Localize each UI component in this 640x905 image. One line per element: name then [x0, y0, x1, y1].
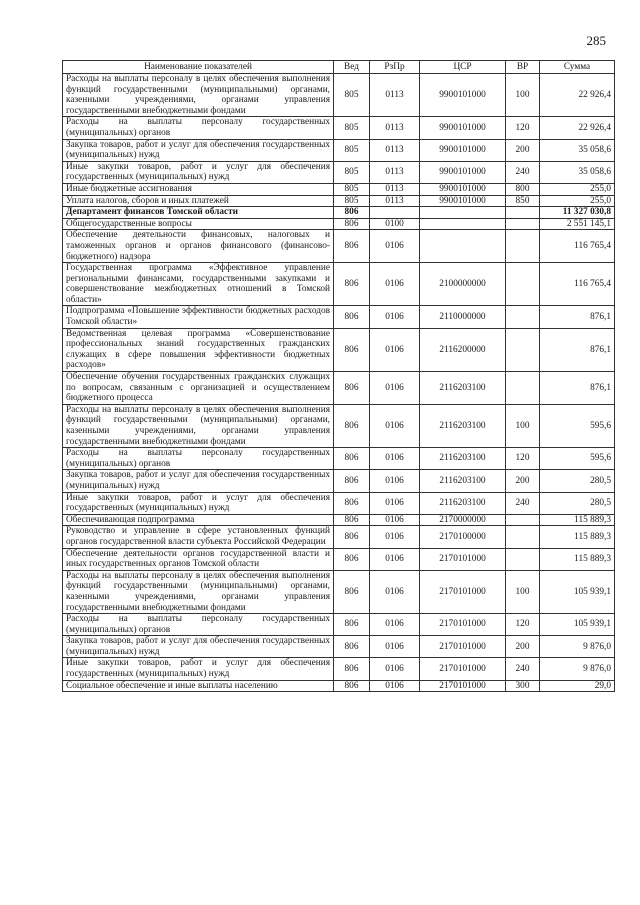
row-sum: 255,0	[540, 195, 615, 207]
row-name: Обеспечивающая подпрограмма	[63, 514, 334, 526]
row-sum: 9 876,0	[540, 636, 615, 658]
row-vr	[506, 328, 540, 371]
row-rzpr: 0106	[370, 306, 420, 328]
row-rzpr: 0106	[370, 230, 420, 263]
row-ved: 806	[334, 680, 370, 692]
row-name: Руководство и управление в сфере установленных функций органов государственной власти субъекта Российской Федерации	[63, 526, 334, 548]
row-ved: 806	[334, 514, 370, 526]
row-name: Расходы на выплаты персоналу в целях обеспечения выполнения функций государственными (муниципальными) органами, казенными учреждениями, органами управления государственными внебюджетными фондами	[63, 570, 334, 613]
row-vr: 100	[506, 570, 540, 613]
row-name: Иные закупки товаров, работ и услуг для обеспечения государственных (муниципальных) нужд	[63, 492, 334, 514]
row-name: Расходы на выплаты персоналу в целях обеспечения выполнения функций государственными (муниципальными) органами, казенными учреждениями, органами управления государственными внебюджетными фондами	[63, 404, 334, 447]
row-name: Иные закупки товаров, работ и услуг для обеспечения государственных (муниципальных) нужд	[63, 658, 334, 680]
row-vr: 300	[506, 680, 540, 692]
row-ved: 806	[334, 570, 370, 613]
row-ved: 806	[334, 448, 370, 470]
table-row	[63, 492, 615, 514]
row-name: Расходы на выплаты персоналу государственных (муниципальных) органов	[63, 614, 334, 636]
header-csr: ЦСР	[420, 61, 506, 74]
header-ved: Вед	[334, 61, 370, 74]
row-sum: 115 889,3	[540, 526, 615, 548]
row-ved: 806	[334, 492, 370, 514]
row-sum: 116 765,4	[540, 230, 615, 263]
row-vr	[506, 548, 540, 570]
row-csr: 2170101000	[420, 570, 506, 613]
row-rzpr: 0106	[370, 614, 420, 636]
table-row	[63, 404, 615, 447]
row-ved: 805	[334, 74, 370, 117]
row-ved: 806	[334, 614, 370, 636]
row-ved: 805	[334, 161, 370, 183]
row-sum: 22 926,4	[540, 117, 615, 139]
row-ved: 805	[334, 117, 370, 139]
row-csr	[420, 230, 506, 263]
row-csr: 9900101000	[420, 117, 506, 139]
budget-table	[62, 60, 615, 692]
row-vr	[506, 218, 540, 230]
row-ved: 806	[334, 306, 370, 328]
row-vr: 800	[506, 183, 540, 195]
row-ved: 806	[334, 404, 370, 447]
row-sum: 11 327 030,8	[540, 207, 615, 219]
table-row	[63, 636, 615, 658]
row-vr: 850	[506, 195, 540, 207]
table-row	[63, 526, 615, 548]
row-rzpr: 0106	[370, 680, 420, 692]
row-csr: 2100000000	[420, 263, 506, 306]
row-ved: 806	[334, 263, 370, 306]
row-csr: 2170101000	[420, 614, 506, 636]
row-csr: 2116203100	[420, 492, 506, 514]
row-vr	[506, 230, 540, 263]
row-name: Обеспечение обучения государственных гражданских служащих по вопросам, связанным с организацией и осуществлением бюджетного процесса	[63, 372, 334, 405]
row-rzpr: 0106	[370, 470, 420, 492]
row-rzpr: 0106	[370, 448, 420, 470]
row-sum: 116 765,4	[540, 263, 615, 306]
table-row	[63, 139, 615, 161]
row-rzpr: 0106	[370, 658, 420, 680]
row-name: Закупка товаров, работ и услуг для обеспечения государственных (муниципальных) нужд	[63, 470, 334, 492]
row-vr: 200	[506, 470, 540, 492]
row-ved: 806	[334, 470, 370, 492]
row-ved: 806	[334, 526, 370, 548]
table-header-row	[63, 61, 615, 74]
row-vr: 120	[506, 117, 540, 139]
row-name: Иные бюджетные ассигнования	[63, 183, 334, 195]
row-name: Государственная программа «Эффективное управление региональными финансами, государственными закупками и совершенствование межбюджетных отношений в Томской области»	[63, 263, 334, 306]
row-vr: 240	[506, 161, 540, 183]
row-sum: 105 939,1	[540, 570, 615, 613]
row-csr: 2170101000	[420, 548, 506, 570]
row-rzpr: 0113	[370, 139, 420, 161]
table-row	[63, 230, 615, 263]
table-body	[63, 74, 615, 692]
row-csr: 9900101000	[420, 183, 506, 195]
row-sum: 876,1	[540, 372, 615, 405]
row-name: Обеспечение деятельности финансовых, налоговых и таможенных органов и органов финансового (финансово-бюджетного) надзора	[63, 230, 334, 263]
row-csr: 2170101000	[420, 680, 506, 692]
header-sum: Сумма	[540, 61, 615, 74]
row-sum: 105 939,1	[540, 614, 615, 636]
table-row	[63, 680, 615, 692]
row-rzpr: 0106	[370, 548, 420, 570]
row-sum: 2 551 145,1	[540, 218, 615, 230]
row-csr: 2116203100	[420, 404, 506, 447]
row-csr: 2116203100	[420, 372, 506, 405]
row-ved: 805	[334, 139, 370, 161]
table-row	[63, 372, 615, 405]
table-row	[63, 195, 615, 207]
row-rzpr: 0106	[370, 328, 420, 371]
row-ved: 806	[334, 548, 370, 570]
row-vr	[506, 207, 540, 219]
row-rzpr: 0113	[370, 161, 420, 183]
table-row	[63, 614, 615, 636]
table-row	[63, 658, 615, 680]
row-sum: 9 876,0	[540, 658, 615, 680]
row-rzpr: 0106	[370, 372, 420, 405]
row-vr: 100	[506, 404, 540, 447]
row-name: Уплата налогов, сборов и иных платежей	[63, 195, 334, 207]
row-ved: 805	[334, 195, 370, 207]
row-rzpr: 0106	[370, 514, 420, 526]
row-ved: 806	[334, 636, 370, 658]
row-vr	[506, 306, 540, 328]
row-vr: 120	[506, 448, 540, 470]
row-ved: 806	[334, 328, 370, 371]
table-row	[63, 183, 615, 195]
table-row	[63, 514, 615, 526]
row-sum: 255,0	[540, 183, 615, 195]
row-vr: 240	[506, 658, 540, 680]
row-csr	[420, 207, 506, 219]
row-rzpr: 0100	[370, 218, 420, 230]
table-row	[63, 218, 615, 230]
row-sum: 29,0	[540, 680, 615, 692]
row-csr: 2170100000	[420, 526, 506, 548]
row-vr: 240	[506, 492, 540, 514]
row-vr	[506, 514, 540, 526]
row-sum: 115 889,3	[540, 514, 615, 526]
table-row	[63, 207, 615, 219]
row-rzpr: 0106	[370, 404, 420, 447]
row-csr: 2110000000	[420, 306, 506, 328]
row-rzpr: 0113	[370, 183, 420, 195]
row-vr	[506, 372, 540, 405]
row-sum: 115 889,3	[540, 548, 615, 570]
row-csr: 9900101000	[420, 74, 506, 117]
row-vr: 120	[506, 614, 540, 636]
row-vr: 100	[506, 74, 540, 117]
row-csr: 2116203100	[420, 448, 506, 470]
row-sum: 35 058,6	[540, 161, 615, 183]
row-ved: 805	[334, 183, 370, 195]
row-csr: 9900101000	[420, 195, 506, 207]
row-sum: 22 926,4	[540, 74, 615, 117]
row-sum: 280,5	[540, 492, 615, 514]
table-row	[63, 306, 615, 328]
table-row	[63, 74, 615, 117]
row-name: Общегосударственные вопросы	[63, 218, 334, 230]
header-rzpr: РзПр	[370, 61, 420, 74]
row-rzpr: 0106	[370, 492, 420, 514]
row-name: Социальное обеспечение и иные выплаты населению	[63, 680, 334, 692]
row-sum: 595,6	[540, 448, 615, 470]
row-csr: 9900101000	[420, 161, 506, 183]
row-csr: 2116203100	[420, 470, 506, 492]
row-ved: 806	[334, 230, 370, 263]
row-ved: 806	[334, 207, 370, 219]
row-ved: 806	[334, 218, 370, 230]
row-ved: 806	[334, 372, 370, 405]
table-row	[63, 263, 615, 306]
row-rzpr: 0106	[370, 636, 420, 658]
row-rzpr: 0106	[370, 570, 420, 613]
row-sum: 876,1	[540, 328, 615, 371]
row-sum: 595,6	[540, 404, 615, 447]
row-rzpr	[370, 207, 420, 219]
row-name: Ведомственная целевая программа «Совершенствование профессиональных знаний государственных гражданских служащих в сфере повышения эффективности бюджетных расходов»	[63, 328, 334, 371]
row-ved: 806	[334, 658, 370, 680]
row-rzpr: 0113	[370, 195, 420, 207]
row-csr	[420, 218, 506, 230]
table-row	[63, 117, 615, 139]
row-vr	[506, 526, 540, 548]
row-name: Иные закупки товаров, работ и услуг для обеспечения государственных (муниципальных) нужд	[63, 161, 334, 183]
table-row	[63, 448, 615, 470]
table-row	[63, 470, 615, 492]
row-name: Расходы на выплаты персоналу в целях обеспечения выполнения функций государственными (муниципальными) органами, казенными учреждениями, органами управления государственными внебюджетными фондами	[63, 74, 334, 117]
table-row	[63, 548, 615, 570]
row-name: Расходы на выплаты персоналу государственных (муниципальных) органов	[63, 448, 334, 470]
row-vr: 200	[506, 636, 540, 658]
row-vr: 200	[506, 139, 540, 161]
page-number: 285	[586, 33, 606, 48]
row-name: Закупка товаров, работ и услуг для обеспечения государственных (муниципальных) нужд	[63, 636, 334, 658]
table-row	[63, 328, 615, 371]
row-name: Закупка товаров, работ и услуг для обеспечения государственных (муниципальных) нужд	[63, 139, 334, 161]
row-name: Обеспечение деятельности органов государственной власти и иных государственных органов Томской области	[63, 548, 334, 570]
table-row	[63, 161, 615, 183]
row-sum: 35 058,6	[540, 139, 615, 161]
header-vr: ВР	[506, 61, 540, 74]
row-sum: 876,1	[540, 306, 615, 328]
header-name: Наименование показателей	[63, 61, 334, 74]
row-name: Расходы на выплаты персоналу государственных (муниципальных) органов	[63, 117, 334, 139]
row-sum: 280,5	[540, 470, 615, 492]
row-rzpr: 0113	[370, 74, 420, 117]
row-csr: 2116200000	[420, 328, 506, 371]
row-rzpr: 0106	[370, 263, 420, 306]
row-name: Подпрограмма «Повышение эффективности бюджетных расходов Томской области»	[63, 306, 334, 328]
table-row	[63, 570, 615, 613]
row-csr: 2170101000	[420, 636, 506, 658]
row-csr: 2170000000	[420, 514, 506, 526]
row-csr: 9900101000	[420, 139, 506, 161]
row-rzpr: 0113	[370, 117, 420, 139]
row-rzpr: 0106	[370, 526, 420, 548]
row-vr	[506, 263, 540, 306]
row-name: Департамент финансов Томской области	[63, 207, 334, 219]
row-csr: 2170101000	[420, 658, 506, 680]
